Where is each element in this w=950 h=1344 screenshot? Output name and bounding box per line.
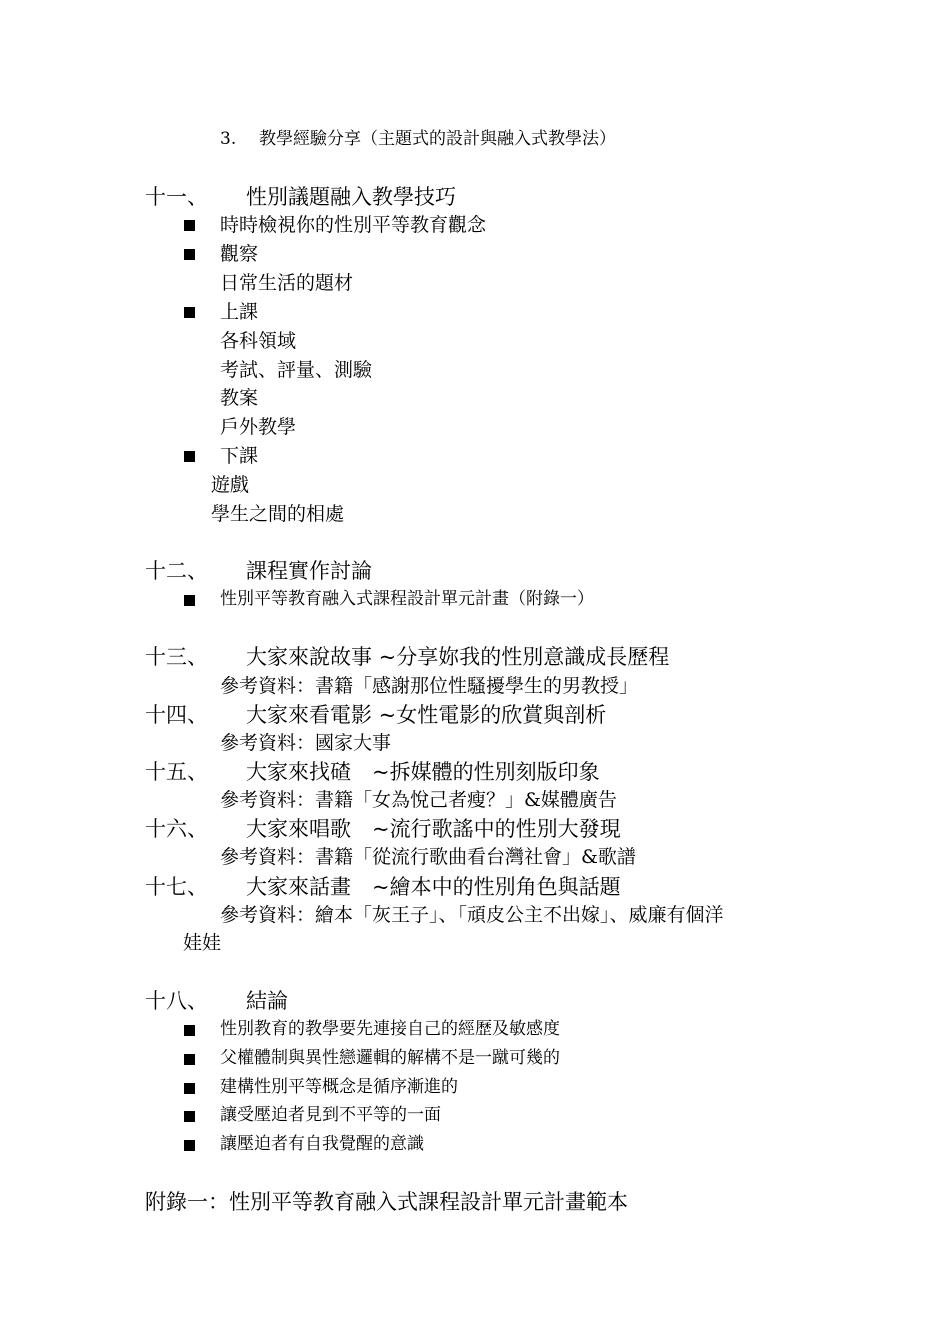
conclusion-bullet: 讓受壓迫者見到不平等的一面 xyxy=(220,1105,441,1125)
section-title: 大家來唱歌 ~流行歌謠中的性別大發現 xyxy=(246,817,621,841)
reference-text-continued: 娃娃 xyxy=(183,932,222,954)
square-bullet-icon xyxy=(184,220,195,231)
square-bullet-icon xyxy=(184,1025,195,1036)
sub-item: 學生之間的相處 xyxy=(211,503,345,525)
section-number: 十五、 xyxy=(145,760,208,784)
section-number: 十一、 xyxy=(145,185,208,209)
reference-text: 參考資料：書籍「從流行歌曲看台灣社會」&歌譜 xyxy=(220,846,636,868)
bullet-text: 下課 xyxy=(220,445,259,467)
section-title: 大家來說故事 ~分享妳我的性別意識成長歷程 xyxy=(246,645,670,669)
section-number: 十三、 xyxy=(145,645,208,669)
reference-text: 參考資料：繪本「灰王子」、「頑皮公主不出嫁」、威廉有個洋 xyxy=(220,904,724,926)
appendix-heading: 附錄一：性別平等教育融入式課程設計單元計畫範本 xyxy=(145,1190,628,1214)
sub-item: 遊戲 xyxy=(211,474,250,496)
section-title: 性別議題融入教學技巧 xyxy=(246,185,456,209)
section-number: 十七、 xyxy=(145,875,208,899)
square-bullet-icon xyxy=(184,1054,195,1065)
conclusion-bullet: 建構性別平等概念是循序漸進的 xyxy=(220,1077,458,1097)
item-number: 3. xyxy=(220,129,237,149)
sub-item: 戶外教學 xyxy=(220,416,297,438)
section-title: 課程實作討論 xyxy=(246,559,372,583)
square-bullet-icon xyxy=(184,1083,195,1094)
section-number: 十六、 xyxy=(145,817,208,841)
sub-item: 日常生活的題材 xyxy=(220,272,354,294)
square-bullet-icon xyxy=(184,1111,195,1122)
conclusion-bullet: 性別教育的教學要先連接自己的經歷及敏感度 xyxy=(220,1019,560,1039)
sub-item: 各科領域 xyxy=(220,330,297,352)
section-number: 十八、 xyxy=(145,989,208,1013)
section-title: 大家來看電影 ~女性電影的欣賞與剖析 xyxy=(246,703,607,727)
square-bullet-icon xyxy=(184,249,195,260)
square-bullet-icon xyxy=(184,307,195,318)
conclusion-bullet: 父權體制與異性戀邏輯的解構不是一蹴可幾的 xyxy=(220,1048,560,1068)
square-bullet-icon xyxy=(184,595,195,606)
bullet-text: 性別平等教育融入式課程設計單元計畫（附錄一） xyxy=(220,589,594,609)
bullet-text: 時時檢視你的性別平等教育觀念 xyxy=(220,214,487,236)
sub-item: 教案 xyxy=(220,387,259,409)
reference-text: 參考資料：書籍「女為悅己者瘦？」&媒體廣告 xyxy=(220,789,617,811)
bullet-text: 上課 xyxy=(220,301,259,323)
square-bullet-icon xyxy=(184,451,195,462)
conclusion-bullet: 讓壓迫者有自我覺醒的意識 xyxy=(220,1134,424,1154)
reference-text: 參考資料：書籍「感謝那位性騷擾學生的男教授」 xyxy=(220,675,639,697)
section-title: 大家來找碴 ~拆媒體的性別刻版印象 xyxy=(246,760,600,784)
square-bullet-icon xyxy=(184,1140,195,1151)
bullet-text: 觀察 xyxy=(220,243,259,265)
section-number: 十四、 xyxy=(145,703,208,727)
sub-item: 考試、評量、測驗 xyxy=(220,359,373,381)
item-text: 教學經驗分享（主題式的設計與融入式教學法） xyxy=(259,129,616,149)
reference-text: 參考資料：國家大事 xyxy=(220,732,392,754)
section-title: 大家來話畫 ~繪本中的性別角色與話題 xyxy=(246,875,621,899)
section-number: 十二、 xyxy=(145,559,208,583)
section-title: 結論 xyxy=(246,989,288,1013)
